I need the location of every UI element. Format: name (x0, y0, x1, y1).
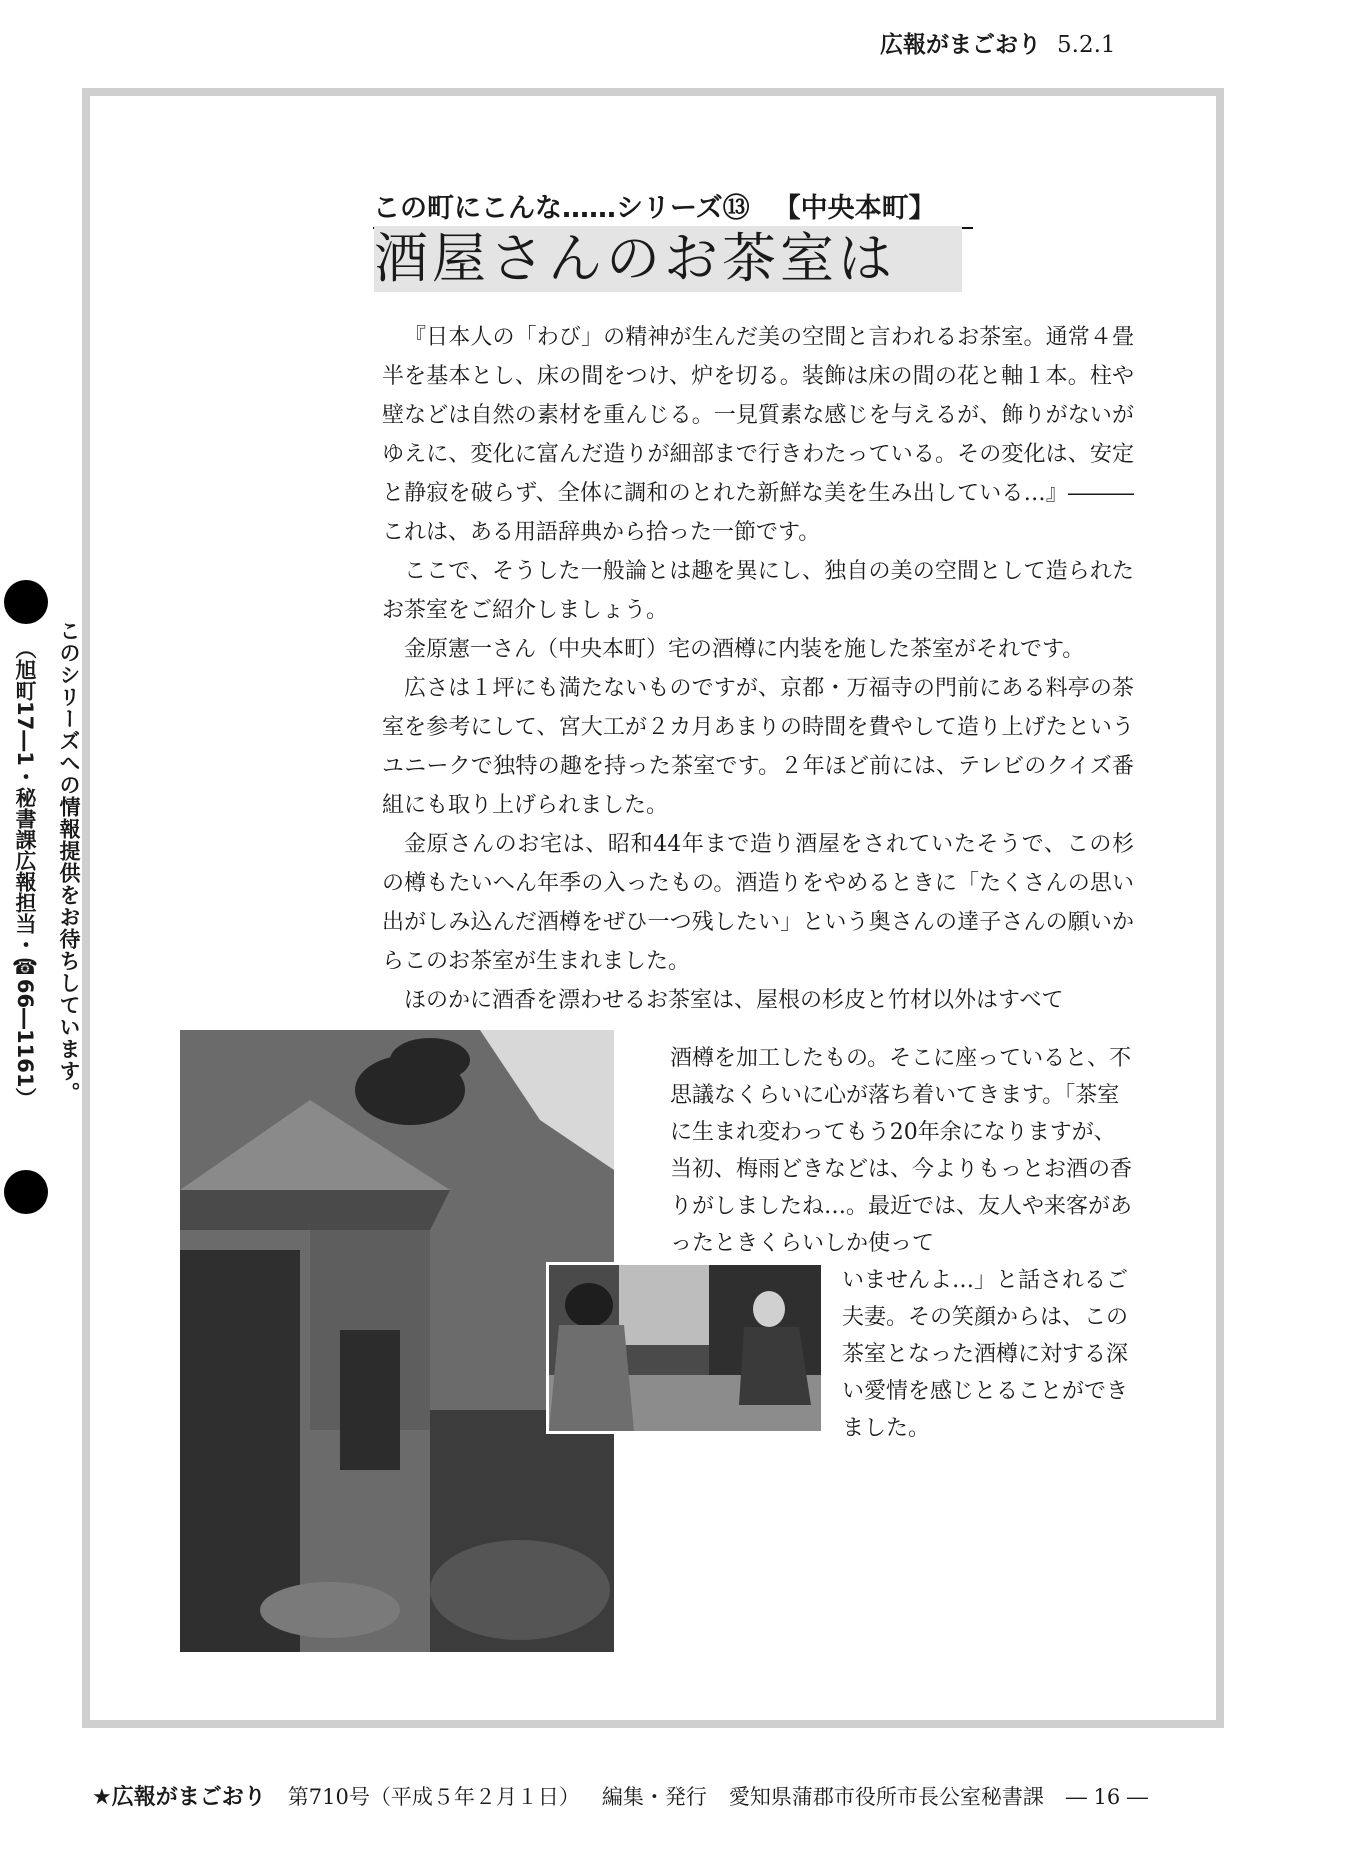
footer-publisher-label: 編集・発行 (601, 1785, 707, 1809)
footer-brand: ★広報がまごおり (92, 1785, 266, 1810)
series-location: 【中央本町】 (773, 193, 936, 224)
paragraph: いませんよ…」と話されるご夫妻。その笑顔からは、この茶室となった酒樽に対する深い愛情を感じとることができました。 (842, 1268, 1129, 1441)
bullet-dot-bottom (4, 1170, 48, 1214)
paragraph: ほのかに酒香を漂わせるお茶室は、屋根の杉皮と竹材以外はすべて (404, 988, 1064, 1013)
couple-in-tea-room-illustration (549, 1265, 821, 1431)
publication-name: 広報がまごおり (880, 32, 1041, 58)
article-body (382, 318, 1134, 1020)
tea-room-interior-photo (546, 1262, 824, 1434)
paragraph: 金原憲一さん（中央本町）宅の酒樽に内装を施した茶室がそれです。 (404, 637, 1085, 662)
page-header (880, 26, 1180, 59)
footer-issue: 第710号（平成５年２月１日） (287, 1785, 580, 1809)
series-label (373, 186, 973, 229)
paragraph: 金原さんのお宅は、昭和44年まで造り酒屋をされていたそうで、この杉の樽もたいへん年季の入ったもの。酒造りをやめるときに「たくさんの思い出がしみ込んだ酒樽をぜひ一つ残したい」という奥さんの達子さんの願いからこのお茶室が生まれました。 (382, 832, 1134, 974)
paragraph: ここで、そうした一般論とは趣を異にし、独自の美の空間として造られたお茶室をご紹介しましょう。 (382, 559, 1134, 623)
bullet-dot-top (4, 580, 48, 624)
article-wrap-text-2 (842, 1262, 1142, 1447)
article-wrap-text (670, 1040, 1136, 1262)
page-number: ― 16 ― (1065, 1785, 1148, 1809)
series-name: この町にこんな……シリーズ⑬ (373, 193, 750, 224)
sidebar-contact: （旭町17―1・秘書課広報担当・☎66―1161） (13, 638, 37, 1109)
paragraph: 広さは１坪にも満たないものですが、京都・万福寺の門前にある料亭の茶室を参考にして、宮大工が２カ月あまりの時間を費やして造り上げたというユニークで独特の趣を持った茶室です。２年ほど前には、テレビのクイズ番組にも取り上げられました。 (382, 676, 1134, 818)
article-title: 酒屋さんのお茶室は (374, 226, 962, 292)
issue-date: 5.2.1 (1057, 32, 1116, 58)
footer-publisher: 愛知県蒲郡市役所市長公室秘書課 (728, 1785, 1044, 1809)
paragraph: 『日本人の「わび」の精神が生んだ美の空間と言われるお茶室。通常４畳半を基本とし、床の間をつけ、炉を切る。装飾は床の間の花と軸１本。柱や壁などは自然の素材を重んじる。一見質素な感じを与えるが、飾りがないがゆえに、変化に富んだ造りが細部まで行きわたっている。その変化は、安定と静寂を破らず、全体に調和のとれた新鮮な美を生み出している…』―――これは、ある用語辞典から拾った一節です。 (382, 325, 1134, 545)
paragraph: 酒樽を加工したもの。そこに座っていると、不思議なくらいに心が落ち着いてきます。「茶室に生まれ変わってもう20年余になりますが、当初、梅雨どきなどは、今よりもっとお酒の香りがしましたね…。最近では、友人や来客があったときくらいしか使って (670, 1046, 1133, 1256)
sidebar-notice: このシリーズへの情報提供をお待ちしています。 (57, 620, 81, 1104)
page-footer (92, 1780, 1232, 1811)
